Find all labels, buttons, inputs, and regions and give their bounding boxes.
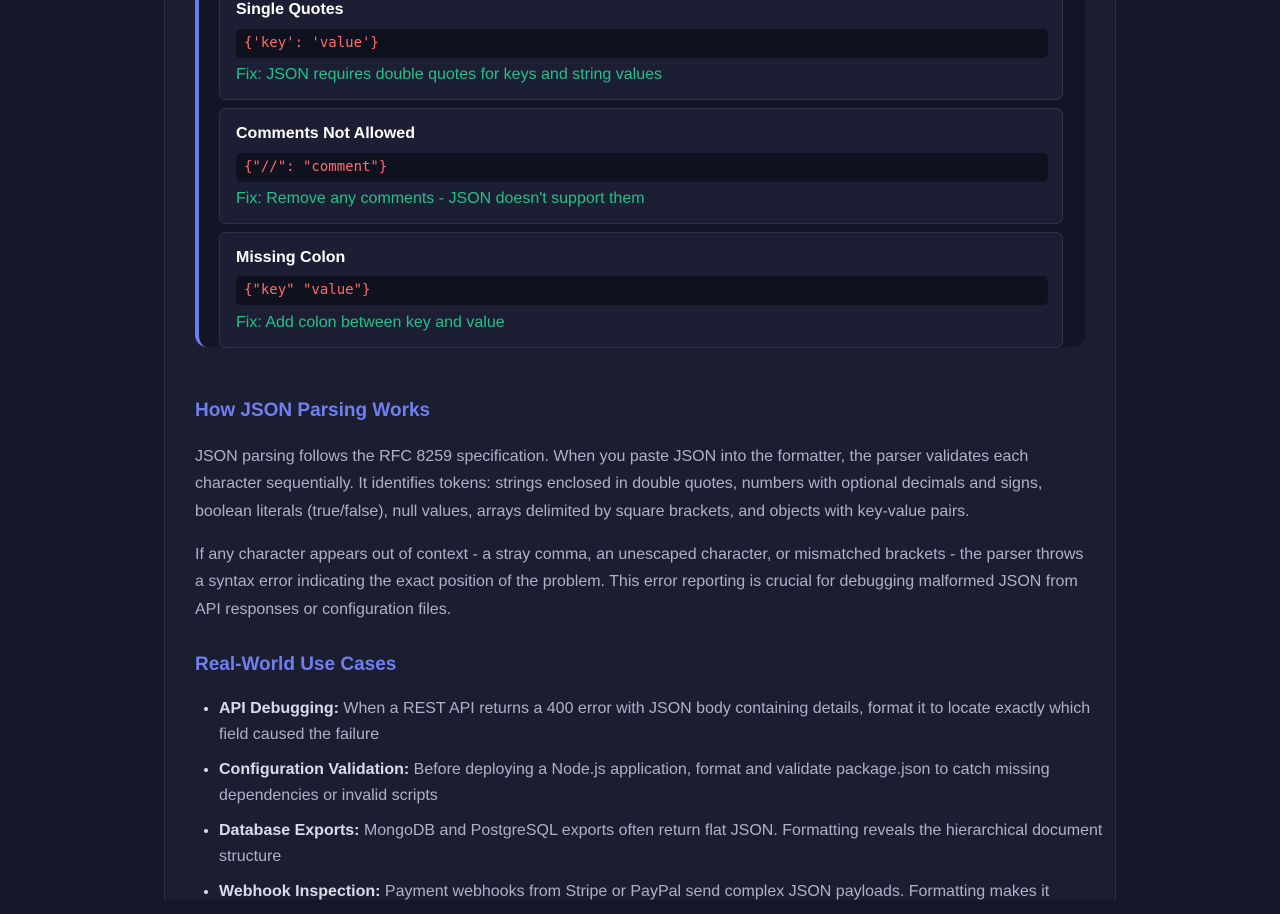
error-title: Single Quotes: [236, 1, 344, 18]
parsing-paragraph-1: JSON parsing follows the RFC 8259 specification. When you paste JSON into the formatter, the parser validates each character sequentially. It identifies tokens: strings enclosed in double quotes, numbers with optional decimals and signs, boolean literals (true/false), null values, arrays delimited by square brackets, and objects with key-value pairs.: [195, 448, 1043, 520]
use-cases-list: [195, 696, 1109, 914]
error-card-single-quotes: [219, 0, 1063, 100]
content-panel: [164, 0, 1116, 900]
use-case-label: API Debugging:: [219, 700, 339, 717]
parsing-heading: How JSON Parsing Works: [195, 400, 431, 421]
error-fix-text: Fix: Add colon between key and value: [236, 314, 505, 331]
use-case-text: MongoDB and PostgreSQL exports often return flat JSON. Formatting reveals the hierarchical document structure: [219, 822, 1103, 865]
error-code-sample: {'key': 'value'}: [236, 29, 1048, 58]
list-item: [219, 696, 1109, 748]
use-case-label: Webhook Inspection:: [219, 883, 381, 900]
error-title: Missing Colon: [236, 249, 346, 266]
use-case-label: Configuration Validation:: [219, 761, 410, 778]
error-title: Comments Not Allowed: [236, 125, 415, 142]
use-case-label: Database Exports:: [219, 822, 360, 839]
error-fix-text: Fix: JSON requires double quotes for keys and string values: [236, 66, 662, 83]
error-card-comments: [219, 108, 1063, 224]
error-fix-text: Fix: Remove any comments - JSON doesn't support them: [236, 190, 645, 207]
use-case-text: When a REST API returns a 400 error with JSON body containing details, format it to locate exactly which field caused the failure: [219, 700, 1091, 743]
error-card-missing-colon: [219, 232, 1063, 348]
error-code-sample: {"//": "comment"}: [236, 153, 1048, 182]
list-item: [219, 818, 1109, 870]
common-errors-box: [195, 0, 1085, 347]
list-item: [219, 879, 1109, 905]
use-case-text: Before deploying a Node.js application, format and validate package.json to catch missing dependencies or invalid scripts: [219, 761, 1050, 804]
use-case-text: Payment webhooks from Stripe or PayPal send complex JSON payloads. Formatting makes it: [380, 883, 1050, 900]
list-item: [219, 757, 1109, 809]
error-code-sample: {"key" "value"}: [236, 276, 1048, 305]
use-cases-heading: Real-World Use Cases: [195, 654, 397, 675]
parsing-paragraph-2: If any character appears out of context - a stray comma, an unescaped character, or mismatched brackets - the parser throws a syntax error indicating the exact position of the problem. This error reporting is crucial for debugging malformed JSON from API responses or configuration files.: [195, 546, 1084, 618]
